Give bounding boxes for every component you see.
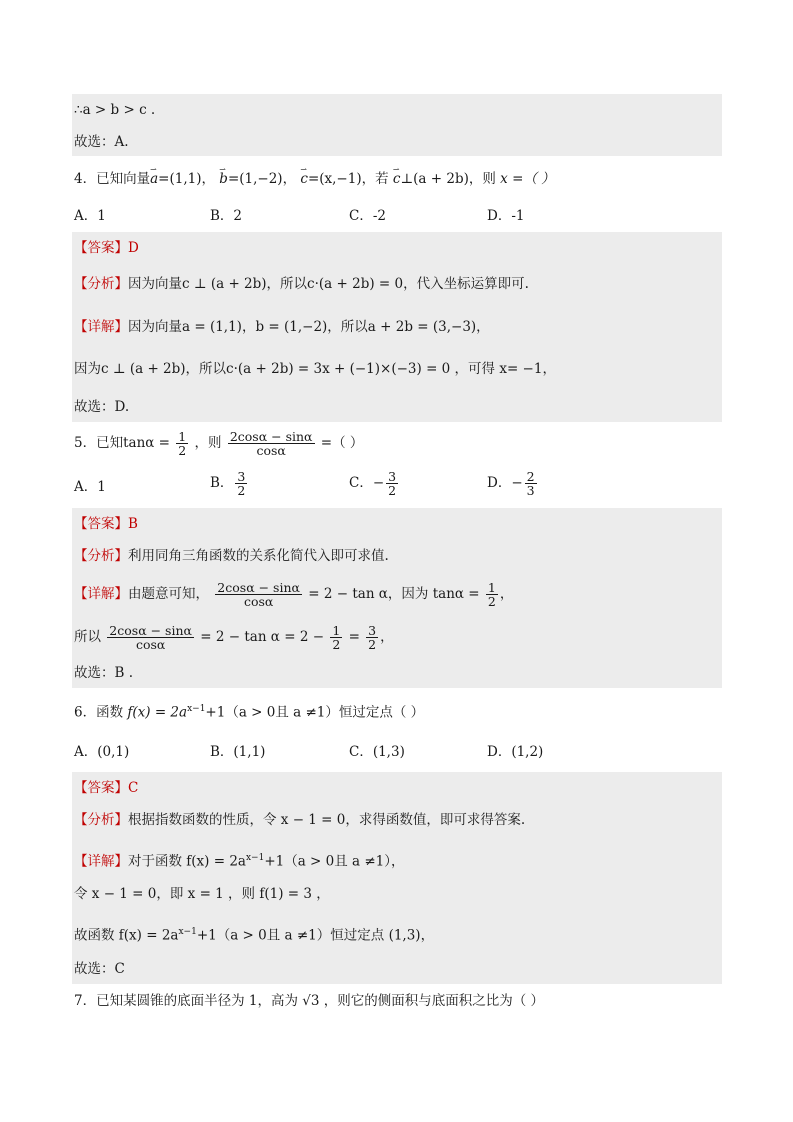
- fraction: [525, 470, 537, 497]
- q5-analysis: [74, 545, 389, 567]
- q6-stem-part: f(x) = 2a: [127, 704, 188, 721]
- fraction: [107, 624, 194, 651]
- answer-value: C: [128, 780, 139, 796]
- denominator: 2: [368, 637, 377, 652]
- fraction: [386, 470, 398, 497]
- numerator: 2cosα − sinα: [229, 429, 313, 444]
- answer-tag: 【答案】: [74, 516, 128, 532]
- vector-b: ⇀ b: [219, 168, 228, 190]
- detail-text: 故函数 f(x) = 2a: [74, 927, 179, 944]
- exponent: x−1: [178, 927, 197, 937]
- numerator: 1: [178, 429, 187, 444]
- detail-text: +1（a > 0且 a ≠1），: [264, 853, 405, 870]
- option-prefix: B．: [210, 475, 234, 491]
- detail-text: ，: [380, 629, 394, 645]
- q4-stem-part: ⊥: [400, 171, 414, 187]
- q4-option-c: C．-2: [349, 208, 386, 224]
- detail-text: +1（a > 0且 a ≠1）恒过定点 (1,3)，: [196, 927, 435, 944]
- q4-stem-part: =(x,−1)，若: [307, 171, 389, 187]
- q4-detail-1: [74, 316, 490, 338]
- solution-block-q6: [72, 772, 722, 984]
- vector-a: ⇀ a: [150, 168, 158, 190]
- q5-detail-1: [74, 581, 513, 608]
- q4-stem: [74, 168, 555, 190]
- denominator: cosα: [135, 637, 166, 652]
- q4-option-d: D．-1: [487, 208, 525, 224]
- q6-option-a: A．(0,1): [74, 744, 130, 760]
- analysis-text: 因为向量c ⊥ (a + 2b)，所以c·(a + 2b) = 0，代入坐标运算即可.: [128, 276, 529, 292]
- q5-stem-part: 5．已知tanα =: [74, 435, 170, 451]
- q5-option-b: [210, 470, 249, 497]
- q6-stem: [74, 698, 424, 724]
- denominator: 2: [332, 637, 341, 652]
- prev-choose: 故选：A.: [74, 134, 129, 150]
- q4-detail-2: 因为c ⊥ (a + 2b)，所以c·(a + 2b) = 3x + (−1)×(−3) = 0 ，可得 x= −1，: [74, 361, 556, 377]
- q5-option-a: A．1: [74, 479, 106, 495]
- denominator: cosα: [243, 594, 274, 609]
- numerator: 2cosα − sinα: [109, 623, 192, 638]
- q6-analysis: [74, 809, 525, 831]
- q4-analysis: [74, 273, 529, 295]
- prev-conclusion: ∴a > b > c .: [74, 102, 156, 118]
- q5-answer: [74, 513, 138, 535]
- fraction: [215, 581, 302, 608]
- numerator: 3: [237, 469, 246, 484]
- analysis-tag: 【分析】: [74, 276, 128, 292]
- option-prefix: C．−: [349, 475, 385, 491]
- denominator: 2: [237, 483, 246, 498]
- q4-stem-part: x =（ ）: [500, 171, 555, 187]
- q4-stem-part: =(1,−2)，: [227, 171, 297, 187]
- numerator: 1: [487, 580, 496, 595]
- detail-text: 由题意可知，: [128, 586, 209, 602]
- solution-block-prev: [72, 94, 722, 156]
- fraction: [330, 624, 342, 651]
- q6-answer: [74, 777, 138, 799]
- q5-stem-part: =（ ）: [320, 435, 364, 451]
- q6-choose: 故选：C: [74, 961, 125, 977]
- exponent: x−1: [245, 853, 265, 863]
- q4-option-a: A．1: [74, 208, 106, 224]
- fraction: [366, 624, 378, 651]
- option-prefix: D．−: [487, 475, 523, 491]
- q6-option-d: D．(1,2): [487, 744, 544, 760]
- analysis-text: 根据指数函数的性质，令 x − 1 = 0，求得函数值，即可求得答案.: [128, 812, 526, 828]
- detail-text: =: [348, 629, 360, 645]
- numerator: 3: [388, 469, 397, 484]
- q7-stem: 7．已知某圆锥的底面半径为 1，高为 √3 ，则它的侧面积与底面积之比为（ ）: [74, 993, 545, 1009]
- fraction: [176, 430, 188, 457]
- q4-answer: [74, 237, 139, 259]
- q5-option-c: [349, 470, 400, 497]
- detail-tag: 【详解】: [74, 319, 128, 335]
- q6-stem-part: 6．函数: [74, 704, 124, 721]
- exponent: x−1: [187, 704, 206, 714]
- q6-detail-2: 令 x − 1 = 0，即 x = 1 ，则 f(1) = 3 ，: [74, 886, 330, 902]
- detail-text: 因为向量a = (1,1)，b = (1,−2)，所以a + 2b = (3,−3)，: [128, 319, 490, 335]
- q5-option-d: [487, 470, 539, 497]
- denominator: 3: [526, 483, 535, 498]
- detail-text: = 2 − tan α = 2 −: [200, 629, 325, 645]
- numerator: 1: [332, 623, 341, 638]
- q5-stem-part: ，则: [194, 435, 222, 451]
- detail-text: ，: [499, 586, 514, 602]
- denominator: 2: [388, 483, 397, 498]
- detail-tag: 【详解】: [74, 853, 128, 870]
- q6-stem-part: +1（a > 0且 a ≠1）恒过定点（ ）: [205, 704, 425, 721]
- fraction: [235, 470, 247, 497]
- q6-option-c: C．(1,3): [349, 744, 405, 760]
- analysis-tag: 【分析】: [74, 548, 128, 564]
- q5-choose: 故选：B .: [74, 665, 134, 681]
- answer-tag: 【答案】: [74, 780, 128, 796]
- denominator: cosα: [256, 443, 286, 458]
- detail-text: 对于函数 f(x) = 2a: [128, 853, 246, 870]
- fraction: [486, 581, 498, 608]
- answer-value: D: [128, 240, 139, 256]
- q6-option-b: B．(1,1): [210, 744, 266, 760]
- analysis-tag: 【分析】: [74, 812, 128, 828]
- q6-detail-1: [74, 847, 405, 873]
- q4-option-b: B．2: [210, 208, 243, 224]
- vector-c: ⇀ c: [300, 168, 308, 190]
- q6-detail-3: [74, 921, 434, 947]
- denominator: 2: [487, 594, 496, 609]
- detail-tag: 【详解】: [74, 586, 128, 602]
- fraction: [228, 430, 315, 457]
- q4-stem-part: 4．已知向量: [74, 171, 151, 187]
- numerator: 3: [368, 623, 377, 638]
- q4-choose: 故选：D.: [74, 399, 130, 415]
- analysis-text: 利用同角三角函数的关系化简代入即可求值.: [128, 548, 389, 564]
- answer-tag: 【答案】: [74, 240, 128, 256]
- answer-value: B: [128, 516, 138, 532]
- q5-detail-2: [74, 624, 394, 651]
- numerator: 2: [526, 469, 535, 484]
- numerator: 2cosα − sinα: [217, 580, 300, 595]
- vector-c: ⇀ c: [393, 168, 401, 190]
- denominator: 2: [178, 443, 187, 458]
- q4-stem-part: =(1,1)，: [158, 171, 215, 187]
- detail-text: 所以: [74, 629, 101, 645]
- q5-stem: [74, 430, 363, 457]
- q4-stem-part: (a + 2b)，则: [413, 171, 496, 187]
- detail-text: = 2 − tan α，因为 tanα =: [308, 586, 480, 602]
